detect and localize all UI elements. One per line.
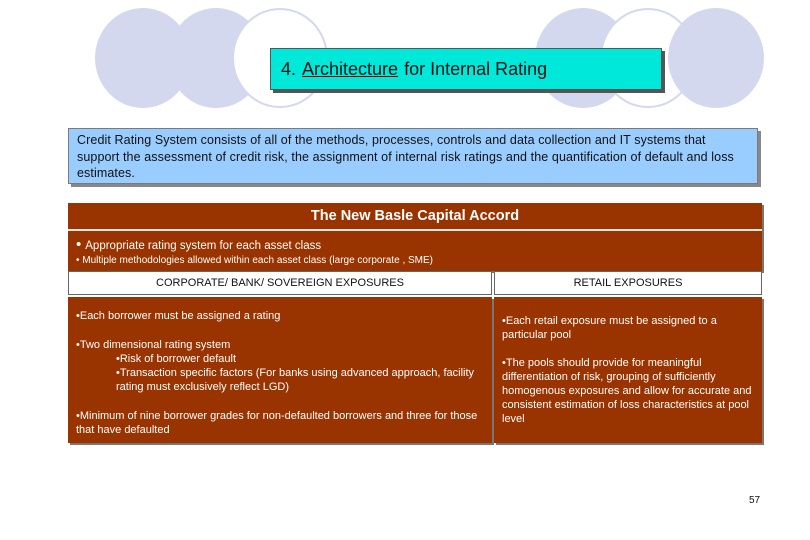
retail-item-2: •The pools should provide for meaningful differentiation of risk, grouping of sufficiently homogenous exposures and allow for accurate and consistent estimation of loss characteristics at pool level — [502, 357, 752, 425]
corporate-header: CORPORATE/ BANK/ SOVEREIGN EXPOSURES — [68, 271, 492, 295]
retail-header: RETAIL EXPOSURES — [494, 271, 762, 295]
corporate-body — [68, 297, 492, 443]
corporate-item-2 — [76, 338, 481, 394]
decor-circle-6 — [668, 8, 764, 108]
accord-bullets — [68, 231, 762, 271]
corporate-item-2-sub-2: •Transaction specific factors (For banks using advanced approach, facility rating must exclusively reflect LGD) — [116, 367, 475, 393]
corporate-item-1: •Each borrower must be assigned a rating — [76, 310, 281, 322]
corporate-item-3: •Minimum of nine borrower grades for non-defaulted borrowers and three for those that have defaulted — [76, 410, 478, 436]
intro-text: Credit Rating System consists of all of the methods, processes, controls and data collection and IT systems that support the assessment of credit risk, the assignment of internal risk ratings and the quantification of default and loss estimates. — [68, 128, 758, 184]
accord-bullet-2: • Multiple methodologies allowed within each asset class (large corporate , SME) — [76, 255, 434, 266]
retail-body — [494, 297, 762, 443]
accord-bullet-1-text: Appropriate rating system for each asset class — [85, 240, 322, 252]
title-prefix: 4. — [281, 58, 297, 79]
slide-title — [270, 48, 662, 90]
corporate-item-2-sub-1: •Risk of borrower default — [116, 353, 237, 365]
retail-item-1: •Each retail exposure must be assigned to a particular pool — [502, 315, 717, 341]
accord-title: The New Basle Capital Accord — [68, 203, 762, 231]
bullet-dot-icon: • — [76, 236, 82, 253]
title-underlined: Architecture — [302, 58, 399, 79]
corporate-item-2-head: •Two dimensional rating system — [76, 339, 231, 351]
page-number: 57 — [749, 495, 761, 506]
accord-bullet-1 — [76, 236, 321, 253]
title-suffix: for Internal Rating — [404, 58, 548, 79]
